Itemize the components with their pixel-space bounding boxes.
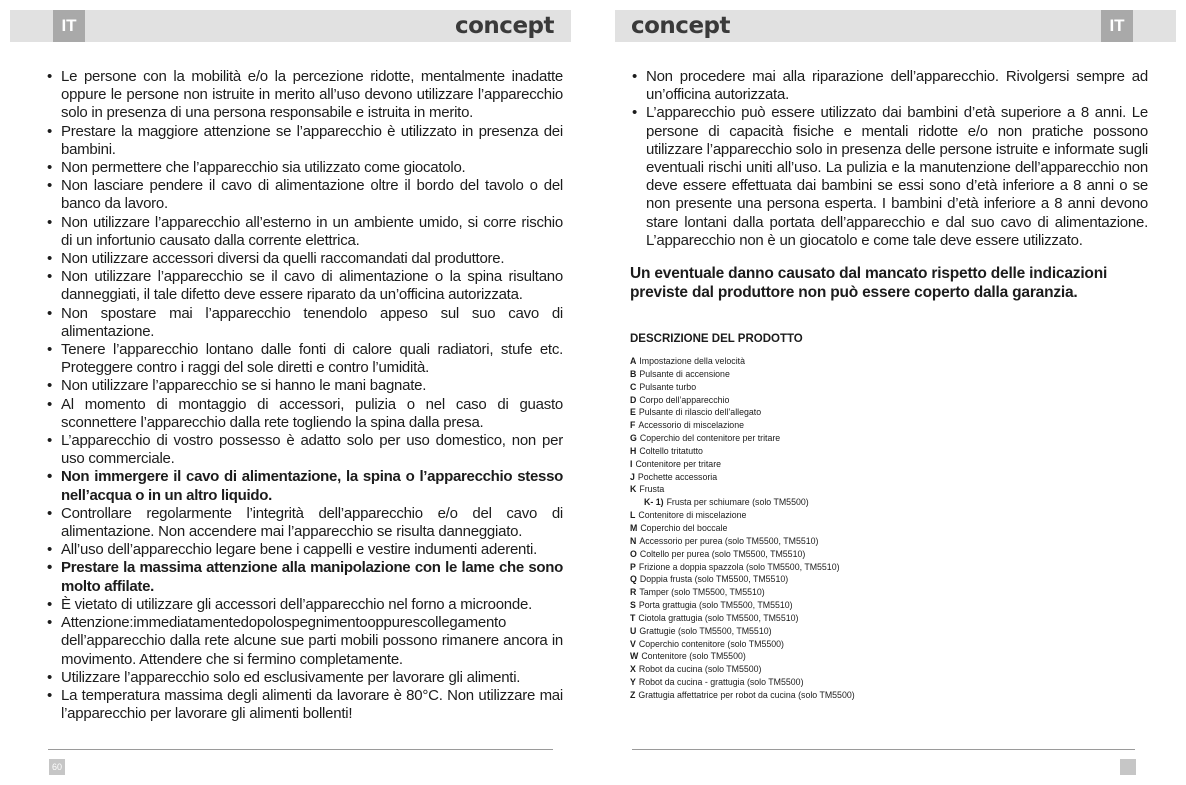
- page-number-left: 60: [49, 759, 65, 775]
- instruction-item: • Prestare la massima attenzione alla manipolazione con le lame che sono molto affilate.: [45, 559, 563, 595]
- part-label: Coperchio del contenitore per tritare: [639, 433, 781, 444]
- right-page-content: [630, 68, 1148, 702]
- part-letter: G: [630, 433, 637, 444]
- instruction-item: • Non spostare mai l’apparecchio tenendolo appeso sul suo cavo di alimentazione.: [45, 305, 563, 341]
- part-label: Coperchio contenitore (solo TM5500): [638, 638, 784, 649]
- part-letter: S: [630, 600, 636, 611]
- part-letter: R: [630, 587, 637, 598]
- part-item: [630, 663, 1148, 676]
- footer-divider-right: [632, 749, 1135, 750]
- part-letter: M: [630, 523, 638, 533]
- instruction-item: • Non immergere il cavo di alimentazione, la spina o l’apparecchio stesso nell’acqua o in un altro liquido.: [45, 468, 563, 504]
- instruction-item: • Attenzione:immediatamentedopolospegnimentooppurescollegamento dell’apparecchio dalla rete alcune sue parti mobili possono rimanere ancora in movimento. Attendere che si fermino completamente.: [45, 614, 563, 669]
- part-letter: D: [630, 394, 637, 405]
- left-page-content: [45, 68, 563, 723]
- part-letter: O: [630, 548, 637, 559]
- part-letter: Q: [630, 574, 637, 585]
- part-item: [630, 394, 1148, 407]
- part-letter: U: [630, 625, 637, 636]
- product-parts-list: [630, 355, 1148, 702]
- page-number-right: [1120, 759, 1136, 775]
- product-description-title: DESCRIZIONE DEL PRODOTTO: [630, 333, 803, 346]
- part-label: Corpo dell’apparecchio: [639, 394, 730, 405]
- part-item: [630, 689, 1148, 702]
- part-item: [630, 406, 1148, 419]
- part-item: [630, 419, 1148, 432]
- part-letter: F: [630, 420, 636, 431]
- part-label: Ciotola grattugia (solo TM5500, TM5510): [638, 612, 799, 623]
- part-label: Contenitore per tritare: [635, 458, 722, 469]
- part-label: Coltello tritatutto: [639, 445, 703, 456]
- part-letter: P: [630, 561, 636, 572]
- part-item: [630, 676, 1148, 689]
- part-letter: B: [630, 368, 637, 379]
- part-item: [630, 496, 1148, 509]
- footer-divider-left: [48, 749, 553, 750]
- part-label: Accessorio per purea (solo TM5500, TM5510): [639, 535, 819, 546]
- instruction-item: • La temperatura massima degli alimenti da lavorare è 80°C. Non utilizzare mai l’apparecchio per lavorare gli alimenti bollenti!: [45, 687, 563, 723]
- part-item: [630, 458, 1148, 471]
- part-letter: N: [630, 535, 637, 546]
- part-letter: I: [630, 458, 633, 469]
- part-item: [630, 561, 1148, 574]
- part-label: Pulsante di accensione: [639, 368, 730, 379]
- part-label: Frusta: [639, 484, 665, 495]
- instruction-item: • Non utilizzare l’apparecchio se il cavo di alimentazione o la spina risultano danneggiati, il tale difetto deve essere riparato da un’officina autorizzata.: [45, 268, 563, 304]
- instruction-item: • È vietato di utilizzare gli accessori dell’apparecchio nel forno a microonde.: [45, 596, 563, 614]
- part-item: [630, 650, 1148, 663]
- part-label: Frusta per schiumare (solo TM5500): [666, 497, 809, 508]
- part-letter: V: [630, 638, 636, 649]
- part-item: [630, 625, 1148, 638]
- part-label: Contenitore (solo TM5500): [641, 651, 746, 662]
- instruction-item: • Controllare regolarmente l’integrità dell’apparecchio e/o del cavo di alimentazione. Non accendere mai l’apparecchio se risulta danneggiato.: [45, 505, 563, 541]
- brand-logo-left: concept: [455, 13, 555, 39]
- instruction-item: • Utilizzare l’apparecchio solo ed esclusivamente per lavorare gli alimenti.: [45, 669, 563, 687]
- part-letter: Y: [630, 677, 636, 688]
- safety-instructions-list: [45, 68, 563, 723]
- part-label: Robot da cucina - grattugia (solo TM5500): [638, 677, 804, 688]
- part-label: Impostazione della velocità: [639, 356, 745, 367]
- part-item: [630, 573, 1148, 586]
- part-letter: X: [630, 664, 636, 675]
- part-item: [630, 535, 1148, 548]
- part-item: [630, 509, 1148, 522]
- part-letter: W: [630, 651, 639, 662]
- part-label: Coltello per purea (solo TM5500, TM5510): [639, 548, 806, 559]
- instruction-item: • Al momento di montaggio di accessori, pulizia o nel caso di guasto sconnettere l’apparecchio dalla rete togliendo la spina dalla presa.: [45, 396, 563, 432]
- part-label: Doppia frusta (solo TM5500, TM5510): [639, 574, 789, 585]
- part-label: Grattugia affettatrice per robot da cucina (solo TM5500): [638, 689, 855, 700]
- language-badge-left: IT: [53, 10, 85, 42]
- part-item: [630, 368, 1148, 381]
- language-badge-right: IT: [1101, 10, 1133, 42]
- instruction-item: • Tenere l’apparecchio lontano dalle fonti di calore quali radiatori, stufe etc. Proteggere contro i raggi del sole diretti e contro l’umidità.: [45, 341, 563, 377]
- instruction-item: • L’apparecchio di vostro possesso è adatto solo per uso domestico, non per uso commerciale.: [45, 432, 563, 468]
- part-letter: H: [630, 445, 637, 456]
- instruction-item: • Non utilizzare l’apparecchio se si hanno le mani bagnate.: [45, 377, 563, 395]
- part-label: Contenitore di miscelazione: [638, 510, 747, 521]
- part-item: [630, 355, 1148, 368]
- part-item: [630, 381, 1148, 394]
- part-label: Coperchio del boccale: [640, 523, 728, 533]
- part-item: [630, 548, 1148, 561]
- part-label: Robot da cucina (solo TM5500): [638, 664, 762, 675]
- part-letter: K- 1): [644, 497, 664, 508]
- part-label: Porta grattugia (solo TM5500, TM5510): [638, 600, 793, 611]
- instruction-item: • Non permettere che l’apparecchio sia utilizzato come giocatolo.: [45, 159, 563, 177]
- part-item: [630, 586, 1148, 599]
- part-item: [630, 638, 1148, 651]
- part-letter: K: [630, 484, 637, 495]
- instruction-item: • Non procedere mai alla riparazione dell’apparecchio. Rivolgersi sempre ad un’officina autorizzata.: [630, 68, 1148, 104]
- part-item: [630, 445, 1148, 458]
- part-item: [630, 483, 1148, 496]
- part-item: [630, 612, 1148, 625]
- instruction-item: • L’apparecchio può essere utilizzato dai bambini d’età superiore a 8 anni. Le persone di capacità fisiche e mentali ridotte e/o non pratiche possono utilizzare l’apparecchio solo in presenza delle persone istruite e informate sugli eventuali rischi uniti all’uso. La pulizia e la manutenzione dell’apparecchio non deve essere effettuata dai bambini se essi sono d’età inferiore a 8 anni o se non presente una persona esperta. I bambini d’età inferiore a 8 anni devono stare lontani dalla portata dell’apparecchio e dal suo cavo di alimentazione. L’apparecchio non è un giocatolo e come tale deve essere utilizzato.: [630, 104, 1148, 250]
- part-letter: L: [630, 510, 636, 521]
- instruction-item: • Non lasciare pendere il cavo di alimentazione oltre il bordo del tavolo o del banco da lavoro.: [45, 177, 563, 213]
- instruction-item: • Prestare la maggiore attenzione se l’apparecchio è utilizzato in presenza dei bambini.: [45, 123, 563, 159]
- safety-instructions-list-continued: [630, 68, 1148, 250]
- part-letter: J: [630, 471, 635, 482]
- part-label: Accessorio di miscelazione: [638, 420, 744, 431]
- part-label: Pochette accessoria: [637, 471, 718, 482]
- part-item: [630, 432, 1148, 445]
- part-item: [630, 471, 1148, 484]
- instruction-item: • All’uso dell’apparecchio legare bene i cappelli e vestire indumenti aderenti.: [45, 541, 563, 559]
- part-letter: E: [630, 407, 636, 418]
- part-label: Pulsante di rilascio dell’allegato: [638, 407, 762, 418]
- warranty-warning: Un eventuale danno causato dal mancato rispetto delle indicazioni previste dal produttore non può essere coperto dalla garanzia.: [630, 265, 1108, 302]
- part-letter: A: [630, 356, 637, 367]
- instruction-item: • Le persone con la mobilità e/o la percezione ridotte, mentalmente inadatte oppure le persone non istruite in merito all’uso devono utilizzare l’apparecchio solo in presenza di una persona responsabile e istruita in merito.: [45, 68, 563, 123]
- instruction-item: • Non utilizzare l’apparecchio all’esterno in un ambiente umido, si corre rischio di un infortunio causato dalla corrente elettrica.: [45, 214, 563, 250]
- part-item: [630, 522, 1148, 535]
- part-item: [630, 599, 1148, 612]
- instruction-item: • Non utilizzare accessori diversi da quelli raccomandati dal produttore.: [45, 250, 563, 268]
- brand-logo-right: concept: [631, 13, 731, 39]
- part-label: Frizione a doppia spazzola (solo TM5500, TM5510): [638, 561, 840, 572]
- part-letter: C: [630, 381, 637, 392]
- part-letter: T: [630, 612, 636, 623]
- part-label: Grattugie (solo TM5500, TM5510): [639, 625, 772, 636]
- part-letter: Z: [630, 689, 636, 700]
- part-label: Tamper (solo TM5500, TM5510): [639, 587, 765, 598]
- part-label: Pulsante turbo: [639, 381, 697, 392]
